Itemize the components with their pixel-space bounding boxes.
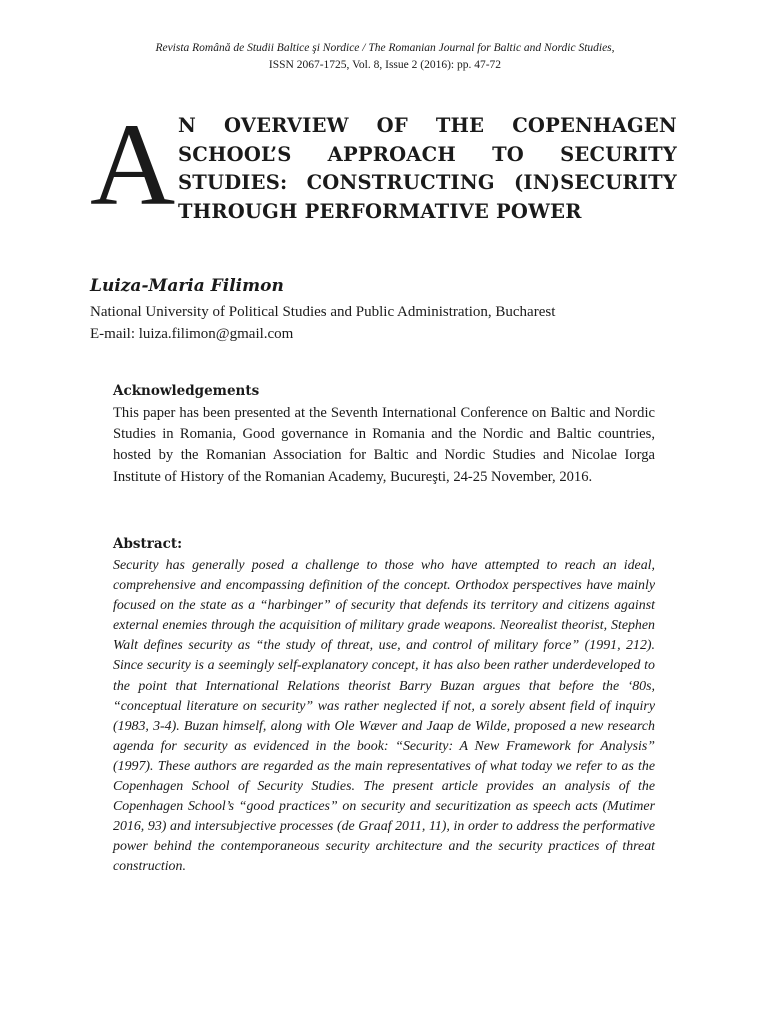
author-email: E-mail: luiza.filimon@gmail.com: [90, 326, 294, 342]
title-word: SCHOOL’S: [178, 142, 292, 166]
article-title: [90, 99, 677, 232]
title-word: SECURITY: [560, 142, 677, 166]
title-word: THE: [435, 114, 485, 137]
title-line-1: [178, 112, 677, 141]
title-lines: [178, 112, 677, 226]
title-word: TO: [492, 142, 524, 166]
title-line-3: [178, 169, 677, 198]
title-drop-cap: A: [90, 99, 176, 230]
journal-name: Revista Română de Studii Baltice şi Nordice / The Romanian Journal for Baltic and Nordic Studies,: [155, 42, 615, 54]
title-word: COPENHAGEN: [512, 114, 677, 137]
title-word: OF: [376, 114, 408, 137]
journal-issn-line: ISSN 2067-1725, Vol. 8, Issue 2 (2016): pp. 47-72: [268, 59, 502, 71]
title-line-2: [178, 141, 677, 170]
author-name: Luiza-Maria Filimon: [90, 276, 284, 296]
title-line-4: THROUGH PERFORMATIVE POWER: [178, 199, 582, 223]
journal-header: [90, 40, 680, 74]
abstract-heading: Abstract:: [113, 536, 183, 552]
acknowledgements-text: This paper has been presented at the Seventh International Conference on Baltic and Nordic Studies in Romania, Good governance in Romania and the Nordic and Baltic countries, hosted by the Romanian Association for Baltic and Nordic Studies and Nicolae Iorga Institute of History of the Romanian Academy, Bucureşti, 24-25 November, 2016.: [113, 405, 655, 485]
author-affiliation: National University of Political Studies and Public Administration, Bucharest: [90, 304, 556, 320]
title-word: OVERVIEW: [223, 114, 349, 137]
title-word: CONSTRUCTING: [306, 171, 495, 194]
title-word: STUDIES:: [178, 171, 288, 194]
acknowledgements-heading: Acknowledgements: [113, 383, 260, 399]
title-word: (IN)SECURITY: [513, 171, 677, 194]
abstract-text: Security has generally posed a challenge to those who have attempted to reach an ideal, comprehensive and encompassing definition of the concept. Orthodox perspectives have mainly focused on the state as a “harbinger” of security that defends its territory and citizens against external enemies through the acquisition of military grade weapons. Neorealist theorist, Stephen Walt defines security as “the study of threat, use, and control of military force” (1991, 212). Since security is a seemingly self-explanatory concept, it has also been rather underdeveloped to the point that International Relations theorist Barry Buzan argues that before the ‘80s, “conceptual literature on security” was rather neglected if not, a sorely absent field of inquiry (1983, 3-4). Buzan himself, along with Ole Wæver and Jaap de Wilde, proposed a new research agenda for security as evidenced in the book: “Security: A New Framework for Analysis” (1997). These authors are regarded as the main representatives of what today we refer to as the Copenhagen School of Security Studies. The present article provides an analysis of the Copenhagen School’s “good practices” on security and securitization as speech acts (Mutimer 2016, 93) and intersubjective processes (de Graaf 2011, 11), in order to address the performative power behind the contemporaneous security architecture and the security practices of threat construction.: [113, 558, 655, 875]
title-word: APPROACH: [327, 142, 456, 166]
title-word: N: [178, 114, 197, 137]
